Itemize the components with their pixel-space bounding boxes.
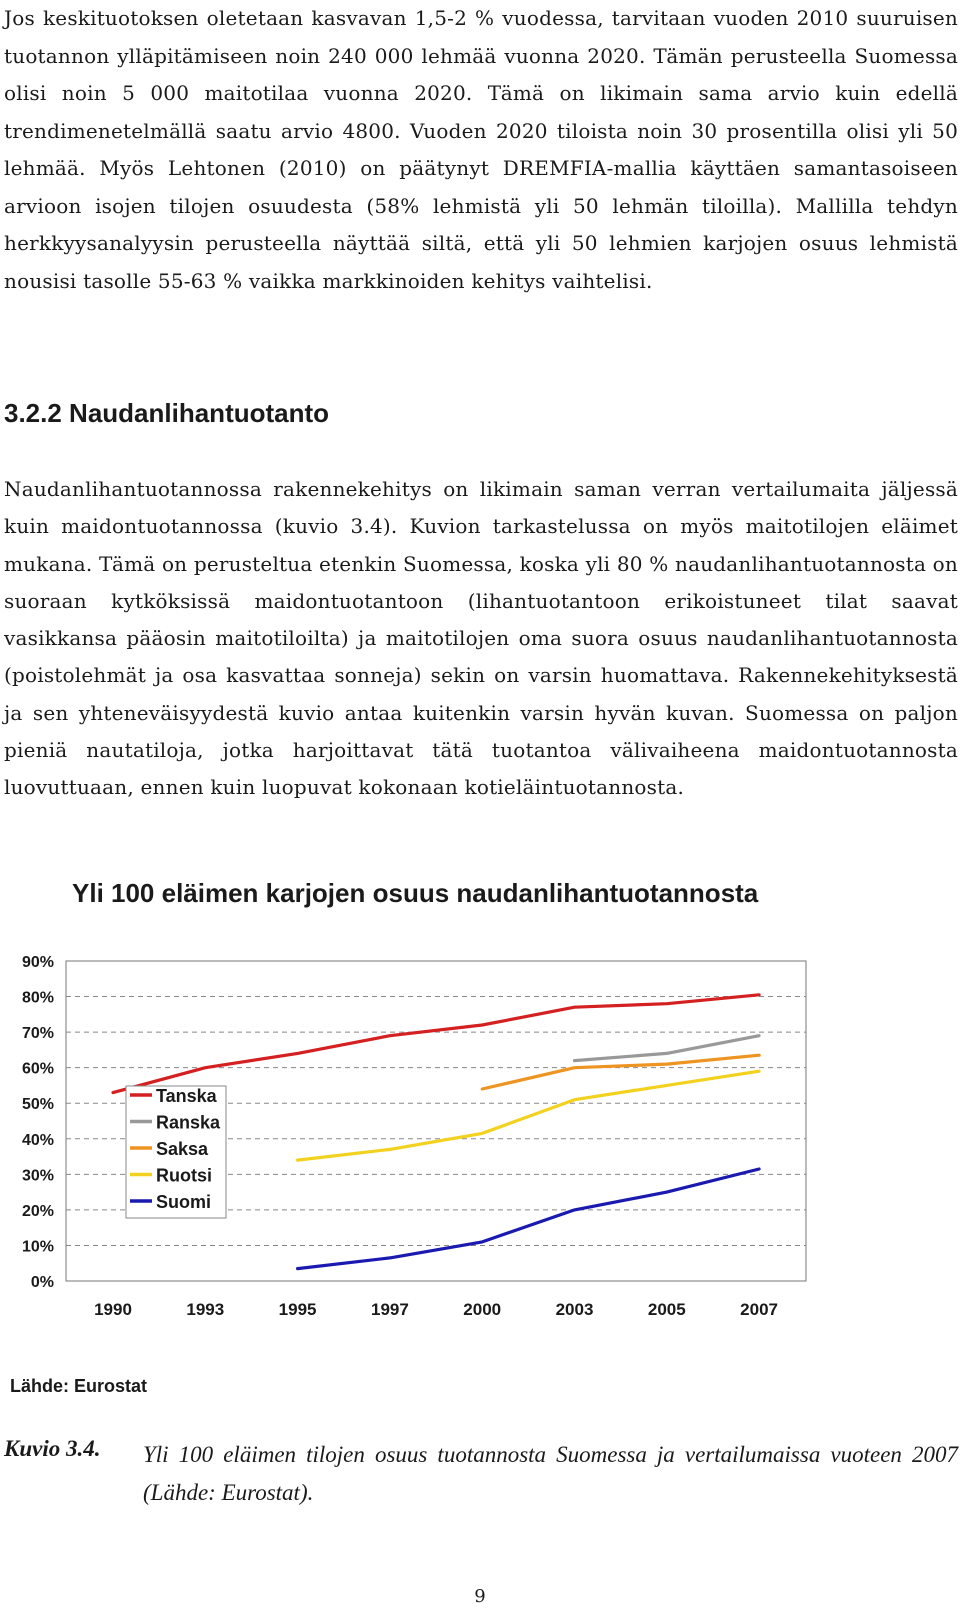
- series-line-tanska: [113, 995, 759, 1093]
- x-tick-label: 1990: [94, 1300, 132, 1319]
- y-tick-label: 0%: [30, 1274, 54, 1291]
- x-tick-label: 1993: [186, 1300, 225, 1319]
- y-tick-label: 30%: [21, 1167, 54, 1185]
- legend-label: Ruotsi: [156, 1165, 212, 1186]
- series-line-ruotsi: [298, 1071, 759, 1160]
- x-tick-label: 2007: [740, 1300, 779, 1319]
- series-line-saksa: [482, 1055, 759, 1089]
- legend-label: Saksa: [156, 1139, 209, 1159]
- y-tick-label: 70%: [21, 1025, 54, 1043]
- y-tick-label: 60%: [21, 1060, 54, 1078]
- y-tick-label: 50%: [21, 1096, 54, 1114]
- series-line-suomi: [298, 1169, 759, 1269]
- chart-source: Lähde: Eurostat: [10, 1376, 148, 1396]
- figure-caption: Yli 100 eläimen tilojen osuus tuotannosta Suomessa ja vertailumaissa vuoteen 2007 (Lähde: Eurostat).: [143, 1442, 958, 1505]
- chart-title: Yli 100 eläimen karjojen osuus naudanlihantuotannosta: [72, 878, 759, 908]
- body-paragraph-2: Naudanlihantuotannossa rakennekehitys on likimain saman verran vertailumaita jäljessä kuin maidontuotannossa (kuvio 3.4). Kuvion tarkastelussa on myös maitotilojen eläimet mukana. Tämä on perusteltua etenkin Suomessa, koska yli 80 % naudanlihantuotannosta on suoraan kytköksissä maidontuotantoon (lihantuotantoon erikoistuneet tilat saavat vasikkansa pääosin maitotiloilta) ja maitotilojen oma suora osuus naudanlihantuotannosta (poistolehmät ja osa kasvattaa sonneja) sekin on varsin huomattava. Rakennekehityksestä ja sen yhteneväisyydestä kuvio antaa kuitenkin varsin hyvän kuvan. Suomessa on paljon pieniä nautatiloja, jotka harjoittavat tätä tuotantoa välivaiheena maidontuotannosta luovuttuaan, ennen kuin luopuvat kokonaan kotieläintuotannosta.: [4, 477, 959, 800]
- x-tick-label: 2003: [555, 1300, 594, 1319]
- y-tick-label: 40%: [21, 1131, 54, 1149]
- y-tick-label: 20%: [21, 1202, 54, 1220]
- legend-label: Ranska: [156, 1112, 221, 1133]
- page-number: 9: [474, 1586, 486, 1607]
- section-heading: 3.2.2 Naudanlihantuotanto: [4, 398, 330, 428]
- x-tick-label: 1997: [370, 1300, 409, 1319]
- line-chart: [0, 920, 830, 1350]
- x-tick-label: 2000: [463, 1300, 502, 1319]
- y-tick-label: 90%: [21, 954, 54, 971]
- figure-label: Kuvio 3.4.: [4, 1436, 101, 1461]
- y-tick-label: 10%: [21, 1238, 54, 1256]
- legend-label: Suomi: [156, 1192, 212, 1212]
- y-tick-label: 80%: [21, 989, 54, 1007]
- legend-label: Tanska: [156, 1086, 217, 1106]
- x-tick-label: 2005: [647, 1300, 686, 1319]
- x-tick-label: 1995: [278, 1300, 317, 1319]
- body-paragraph-1: Jos keskituotoksen oletetaan kasvavan 1,5-2 % vuodessa, tarvitaan vuoden 2010 suuruisen tuotannon ylläpitämiseen noin 240 000 lehmää vuonna 2020. Tämän perusteella Suomessa olisi noin 5 000 maitotilaa vuonna 2020. Tämä on likimain sama arvio kuin edellä trendimenetelmällä saatu arvio 4800. Vuoden 2020 tiloista noin 30 prosentilla olisi yli 50 lehmää. Myös Lehtonen (2010) on päätynyt DREMFIA-mallia käyttäen samantasoiseen arvioon isojen tilojen osuudesta (58% lehmistä yli 50 lehmän tiloilla). Mallilla tehdyn herkkyysanalyysin perusteella näyttää siltä, että yli 50 lehmien karjojen osuus lehmistä nousisi tasolle 55-63 % vaikka markkinoiden kehitys vaihtelisi.: [4, 6, 958, 293]
